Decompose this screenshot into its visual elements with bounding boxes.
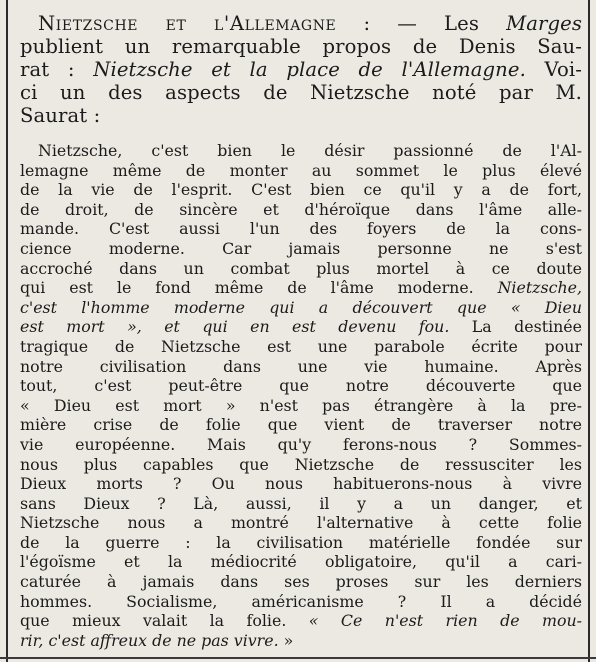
essay-title: Nietzsche et la place de l'Allemagne. [93,58,526,81]
quote-line: de droit, de sincère et d'héroïque dans l'âme alle- [20,199,582,219]
quote-line: Nietzsche, c'est bien le désir passionné de l'Al- [38,141,582,160]
quote-line: vie européenne. Mais qu'y ferons-nous ? Sommes- [20,434,582,454]
intro-line: publient un remarquable propos de Denis Sau- [20,35,582,58]
intro-line: Saurat : [20,104,101,127]
intro-line: Nietzsche et l'Allemagne : — Les Marges [38,12,582,35]
quote-line: cience moderne. Car jamais personne ne s'est [20,238,582,258]
quote-line: accroché dans un combat plus mortel à ce doute [20,258,582,278]
right-column-rule [588,0,590,662]
quote-line: caturée à jamais dans ses proses sur les derniers [20,572,582,592]
left-column-rule [6,0,8,662]
quote-line: « Dieu est mort » n'est pas étrangère à la pre- [20,395,582,415]
quote-line: c'est l'homme moderne qui a découvert que « Dieu [20,297,582,317]
quote-line: Dieux morts ? Ou nous habituerons-nous à vivre [20,474,582,494]
quote-line: de la guerre : la civilisation matérielle fondée sur [20,532,582,552]
quote-line: nous plus capables que Nietzsche de ressusciter les [20,454,582,474]
quote-line: qui est le fond même de l'âme moderne. Nietzsche, [20,278,582,298]
article-column [20,12,582,650]
bottom-rule [0,657,596,659]
quote-line: hommes. Socialisme, américanisme ? Il a décidé [20,591,582,611]
quote-line: l'égoïsme et la médiocrité obligatoire, qu'il a cari- [20,552,582,572]
quote-line: lemagne même de monter au sommet le plus élevé [20,160,582,180]
quote-line: sans Dieux ? Là, aussi, il y a un danger, et [20,493,582,513]
quote-line: rir, c'est affreux de ne pas vivre. » [20,630,294,650]
article-title: Nietzsche et l'Allemagne [38,12,337,35]
quote-line: notre civilisation dans une vie humaine. Après [20,356,582,376]
quote-line: mière crise de folie que vient de traverser notre [20,415,582,435]
intro-line: rat : Nietzsche et la place de l'Allemagne. Voi- [20,58,582,81]
quote-line: de la vie de l'esprit. C'est bien ce qu'il y a de fort, [20,180,582,200]
quote-line: tout, c'est peut-être que notre découverte que [20,376,582,396]
quoted-passage [20,141,582,650]
article-intro [20,12,582,127]
publication-name: Marges [506,12,582,35]
quote-line: mande. C'est aussi l'un des foyers de la cons- [20,219,582,239]
quote-line: Nietzsche nous a montré l'alternative à cette folie [20,513,582,533]
quote-line: que mieux valait la folie. « Ce n'est rien de mou- [20,611,582,631]
quote-line: est mort », et qui en est devenu fou. La destinée [20,317,582,337]
quote-line: tragique de Nietzsche est une parabole écrite pour [20,336,582,356]
intro-line: ci un des aspects de Nietzsche noté par M. [20,81,582,104]
